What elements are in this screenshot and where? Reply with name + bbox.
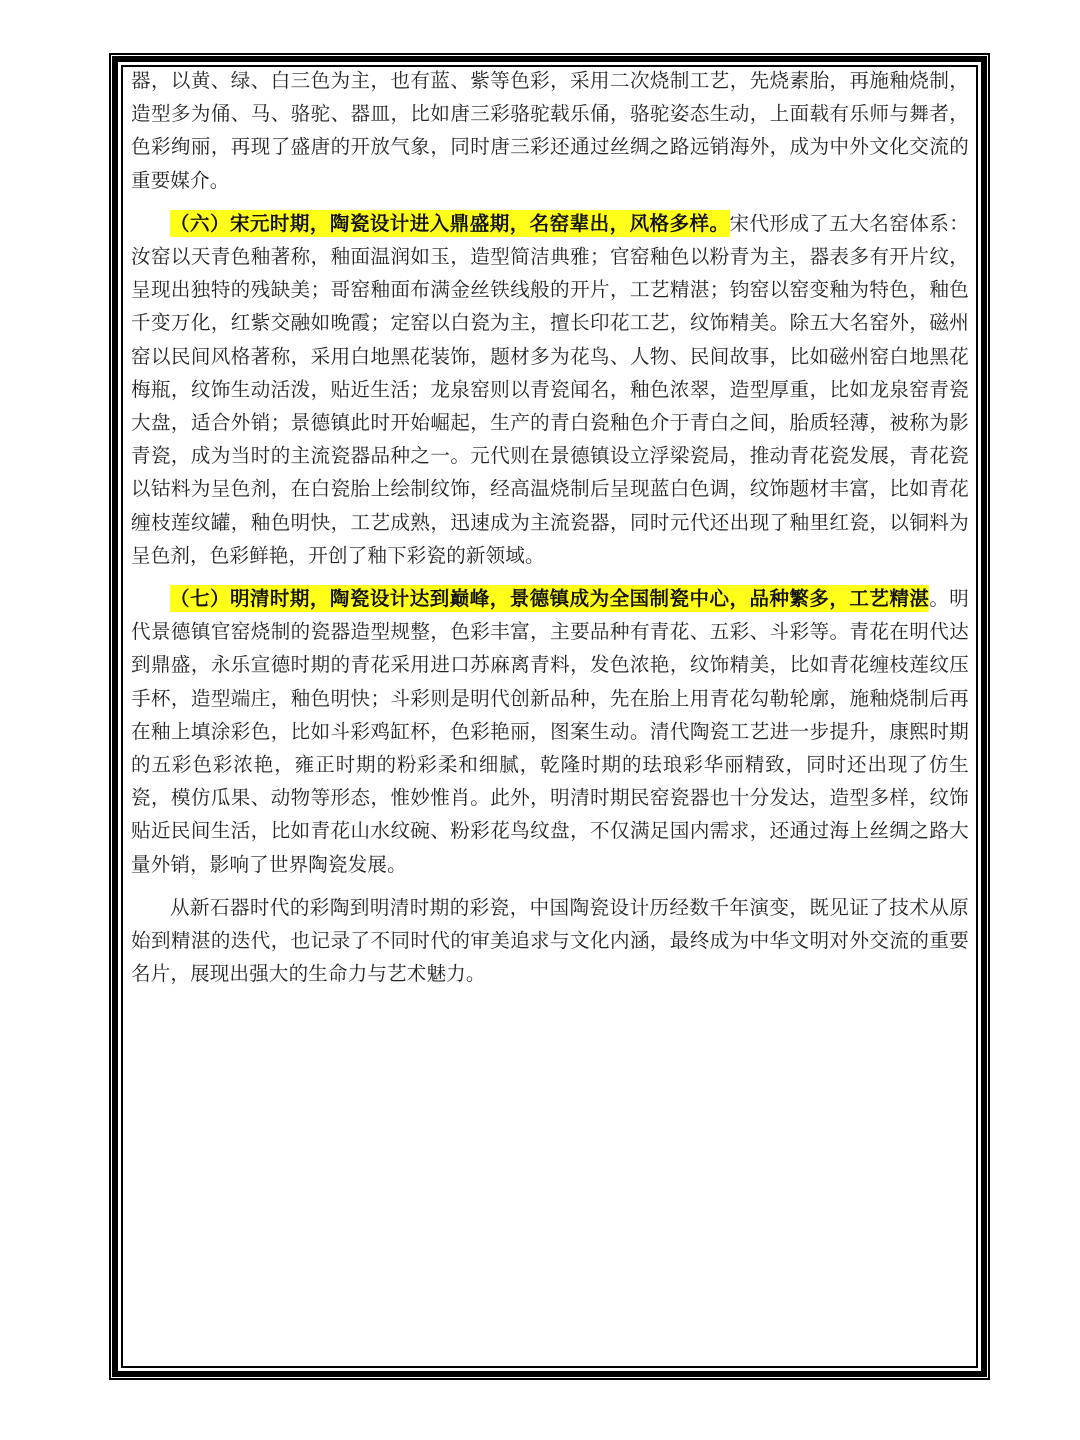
paragraph-text: 器，以黄、绿、白三色为主，也有蓝、紫等色彩，采用二次烧制工艺，先烧素胎，再施釉烧制，造型多为俑、马、骆驼、器皿，比如唐三彩骆驼载乐俑，骆驼姿态生动，上面载有乐师与舞者，色彩绚丽，再现了盛唐的开放气象，同时唐三彩还通过丝绸之路远销海外，成为中外文化交流的重要媒介。 xyxy=(131,69,969,192)
paragraph-conclusion xyxy=(131,891,969,991)
paragraph-text: 从新石器时代的彩陶到明清时期的彩瓷，中国陶瓷设计历经数千年演变，既见证了技术从原始到精湛的迭代，也记录了不同时代的审美追求与文化内涵，最终成为中华文明对外交流的重要名片，展现出强大的生命力与艺术魅力。 xyxy=(131,895,969,986)
section-heading-seven: （七）明清时期，陶瓷设计达到巅峰，景德镇成为全国制瓷中心，品种繁多，工艺精湛 xyxy=(170,587,930,611)
paragraph-song-yuan xyxy=(131,207,969,572)
document-body xyxy=(131,64,969,1000)
paragraph-text: 宋代形成了五大名窑体系：汝窑以天青色釉著称，釉面温润如玉，造型简洁典雅；官窑釉色以粉青为主，器表多有开片纹，呈现出独特的残缺美；哥窑釉面布满金丝铁线般的开片，工艺精湛；钧窑以窑变釉为特色，釉色千变万化，红紫交融如晚霞；定窑以白瓷为主，擅长印花工艺，纹饰精美。除五大名窑外，磁州窑以民间风格著称，采用白地黑花装饰，题材多为花鸟、人物、民间故事，比如磁州窑白地黑花梅瓶，纹饰生动活泼，贴近生活；龙泉窑则以青瓷闻名，釉色浓翠，造型厚重，比如龙泉窑青瓷大盘，适合外销；景德镇此时开始崛起，生产的青白瓷釉色介于青白之间，胎质轻薄，被称为影青瓷，成为当时的主流瓷器品种之一。元代则在景德镇设立浮梁瓷局，推动青花瓷发展，青花瓷以钴料为呈色剂，在白瓷胎上绘制纹饰，经高温烧制后呈现蓝白色调，纹饰题材丰富，比如青花缠枝莲纹罐，釉色明快，工艺成熟，迅速成为主流瓷器，同时元代还出现了釉里红瓷，以铜料为呈色剂，色彩鲜艳，开创了釉下彩瓷的新领域。 xyxy=(131,211,969,567)
section-heading-six: （六）宋元时期，陶瓷设计进入鼎盛期，名窑辈出，风格多样。 xyxy=(170,211,730,235)
paragraph-ming-qing xyxy=(131,582,969,881)
paragraph-text: 。明代景德镇官窑烧制的瓷器造型规整，色彩丰富，主要品种有青花、五彩、斗彩等。青花在明代达到鼎盛，永乐宣德时期的青花采用进口苏麻离青料，发色浓艳，纹饰精美，比如青花缠枝莲纹压手杯，造型端庄，釉色明快；斗彩则是明代创新品种，先在胎上用青花勾勒轮廓，施釉烧制后再在釉上填涂彩色，比如斗彩鸡缸杯，色彩艳丽，图案生动。清代陶瓷工艺进一步提升，康熙时期的五彩色彩浓艳，雍正时期的粉彩柔和细腻，乾隆时期的珐琅彩华丽精致，同时还出现了仿生瓷，模仿瓜果、动物等形态，惟妙惟肖。此外，明清时期民窑瓷器也十分发达，造型多样，纹饰贴近民间生活，比如青花山水纹碗、粉彩花鸟纹盘，不仅满足国内需求，还通过海上丝绸之路大量外销，影响了世界陶瓷发展。 xyxy=(131,587,969,876)
paragraph-tang-sancai xyxy=(131,64,969,197)
